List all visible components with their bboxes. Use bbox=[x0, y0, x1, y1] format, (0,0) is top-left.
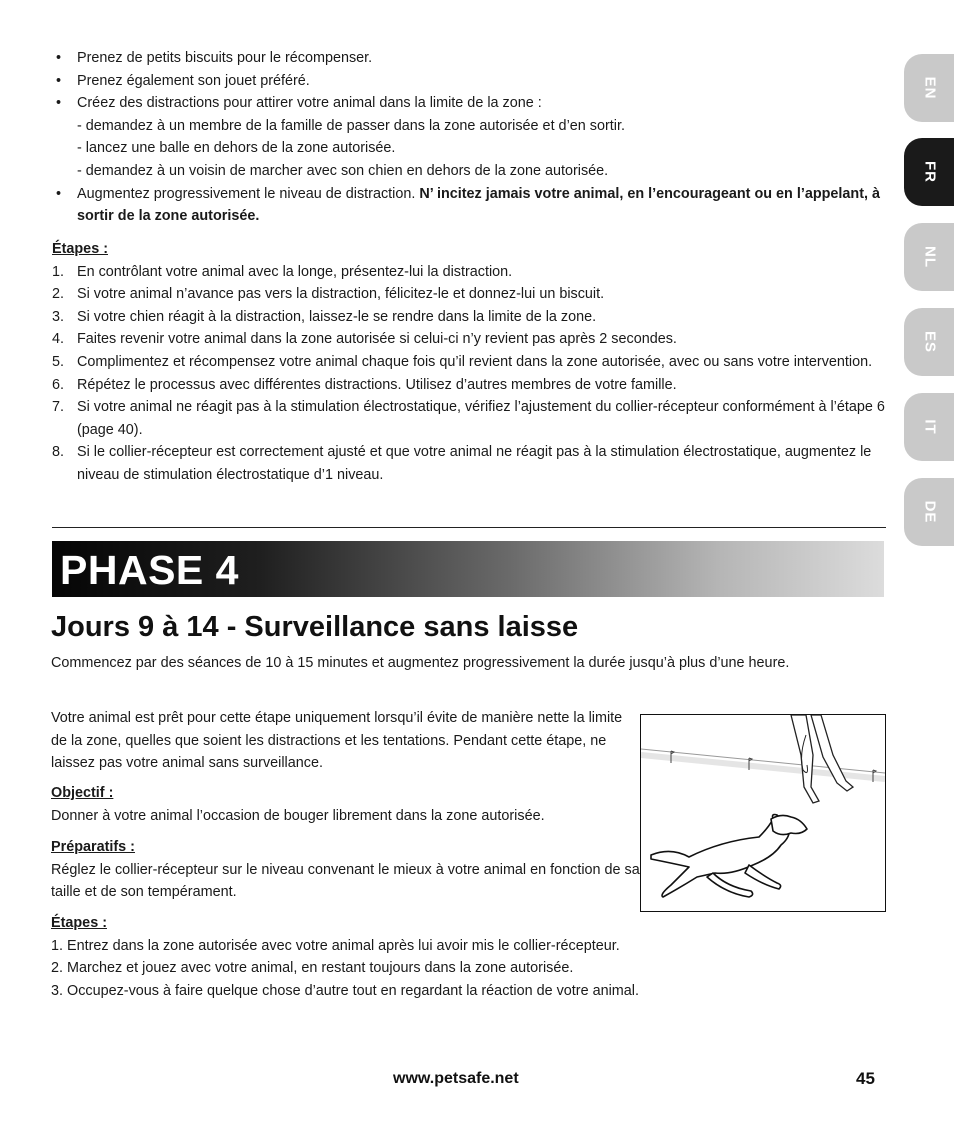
tab-label: DE bbox=[921, 500, 939, 524]
objectif-heading: Objectif : bbox=[51, 785, 114, 801]
section-divider bbox=[52, 527, 886, 528]
phase-ready-paragraph: Votre animal est prêt pour cette étape uniquement lorsqu’il évite de manière nette la limite de la zone, quelles que soient les distractions et les tentations. Pendant cette étape, ne laissez pas votre animal sans surveillance. bbox=[51, 710, 623, 772]
tab-de[interactable] bbox=[904, 478, 954, 546]
step-text: Si votre animal ne réagit pas à la stimulation électrostatique, vérifiez l’ajustement du collier-récepteur conformément à l’étape 6 (page 40). bbox=[77, 399, 885, 438]
bullet-text: Prenez également son jouet préféré. bbox=[77, 72, 310, 89]
tab-en[interactable] bbox=[904, 54, 954, 122]
bullet-subline: - demandez à un membre de la famille de passer dans la zone autorisée et d’en sortir. bbox=[77, 117, 625, 134]
bullet-subline: - lancez une balle en dehors de la zone autorisée. bbox=[77, 140, 396, 157]
tab-fr[interactable] bbox=[904, 138, 954, 206]
steps-section bbox=[52, 238, 892, 487]
tab-label: EN bbox=[921, 76, 939, 100]
preparatifs-text: Réglez le collier-récepteur sur le niveau convenant le mieux à votre animal en fonction de sa taille et de son tempérament. bbox=[51, 861, 640, 901]
objectif-section bbox=[51, 782, 641, 827]
step-number: 7. bbox=[52, 399, 65, 416]
step-item bbox=[52, 441, 892, 486]
step-text: Si votre animal n’avance pas vers la distraction, félicitez-le et donnez-lui un biscuit. bbox=[77, 286, 605, 303]
step-item bbox=[52, 351, 892, 374]
bullet-text: Créez des distractions pour attirer votre animal dans la limite de la zone : bbox=[77, 95, 542, 112]
illustration-svg bbox=[641, 715, 885, 911]
tab-es[interactable] bbox=[904, 308, 954, 376]
step-item bbox=[52, 374, 892, 397]
preparatifs-section bbox=[51, 836, 641, 904]
bullet-item bbox=[52, 47, 892, 70]
step-number: 4. bbox=[52, 331, 65, 348]
tips-bullet-list bbox=[52, 47, 892, 228]
tab-label: NL bbox=[921, 246, 939, 268]
step-text: Faites revenir votre animal dans la zone autorisée si celui-ci n’y revient pas après 2 secondes. bbox=[77, 331, 677, 348]
tab-label: IT bbox=[921, 419, 939, 435]
footer-website[interactable]: www.petsafe.net bbox=[393, 1070, 519, 1087]
page-number: 45 bbox=[856, 1069, 875, 1088]
preparatifs-heading: Préparatifs : bbox=[51, 839, 135, 855]
step-item bbox=[52, 306, 892, 329]
step-number: 3. bbox=[52, 308, 65, 325]
step-text: En contrôlant votre animal avec la longe, présentez-lui la distraction. bbox=[77, 263, 513, 280]
objectif-text: Donner à votre animal l’occasion de bouger librement dans la zone autorisée. bbox=[51, 807, 545, 824]
phase-steps-section bbox=[51, 912, 851, 1002]
phase-title: PHASE 4 bbox=[60, 547, 239, 593]
step-number: 1. bbox=[52, 263, 65, 280]
tab-label: ES bbox=[921, 330, 939, 354]
phase-step-item: 2. Marchez et jouez avec votre animal, en restant toujours dans la zone autorisée. bbox=[51, 960, 574, 977]
bullet-text: Augmentez progressivement le niveau de distraction. bbox=[77, 185, 420, 202]
step-item bbox=[52, 328, 892, 351]
step-text: Si votre chien réagit à la distraction, laissez-le se rendre dans la limite de la zone. bbox=[77, 308, 597, 325]
step-number: 8. bbox=[52, 444, 65, 461]
bullet-item bbox=[52, 183, 892, 228]
tab-nl[interactable] bbox=[904, 223, 954, 291]
phase-subtitle: Jours 9 à 14 - Surveillance sans laisse bbox=[51, 611, 579, 643]
step-item bbox=[52, 396, 892, 441]
phase-steps-heading: Étapes : bbox=[51, 915, 107, 931]
tab-it[interactable] bbox=[904, 393, 954, 461]
phase-intro-paragraph: Commencez par des séances de 10 à 15 minutes et augmentez progressivement la durée jusqu’à plus d’une heure. bbox=[51, 655, 790, 671]
bullet-item bbox=[52, 70, 892, 93]
step-item bbox=[52, 261, 892, 284]
step-item bbox=[52, 283, 892, 306]
phase-step-item: 1. Entrez dans la zone autorisée avec votre animal après lui avoir mis le collier-récepteur. bbox=[51, 937, 620, 954]
steps-list bbox=[52, 261, 892, 487]
steps-heading: Étapes : bbox=[52, 241, 108, 257]
step-number: 5. bbox=[52, 353, 65, 370]
step-number: 6. bbox=[52, 376, 65, 393]
bullet-item bbox=[52, 92, 892, 182]
bullet-subline: - demandez à un voisin de marcher avec son chien en dehors de la zone autorisée. bbox=[77, 162, 609, 179]
bullet-text: Prenez de petits biscuits pour le récompenser. bbox=[77, 50, 373, 66]
bullet-warning: N’ incitez jamais votre animal, en l’encourageant ou en l’appelant, à sortir de la zone autorisée. bbox=[77, 185, 881, 225]
step-number: 2. bbox=[52, 286, 65, 303]
step-text: Complimentez et récompensez votre animal chaque fois qu’il revient dans la zone autorisée, avec ou sans votre intervention. bbox=[77, 353, 873, 370]
step-text: Si le collier-récepteur est correctement ajusté et que votre animal ne réagit pas à la stimulation électrostatique, augmentez le niveau de stimulation électrostatique d’1 niveau. bbox=[77, 444, 872, 483]
dog-running-off-leash-illustration bbox=[640, 714, 886, 912]
tab-label: FR bbox=[921, 161, 939, 183]
phase-step-item: 3. Occupez-vous à faire quelque chose d’autre tout en regardant la réaction de votre animal. bbox=[51, 982, 639, 999]
step-text: Répétez le processus avec différentes distractions. Utilisez d’autres membres de votre famille. bbox=[77, 376, 677, 393]
